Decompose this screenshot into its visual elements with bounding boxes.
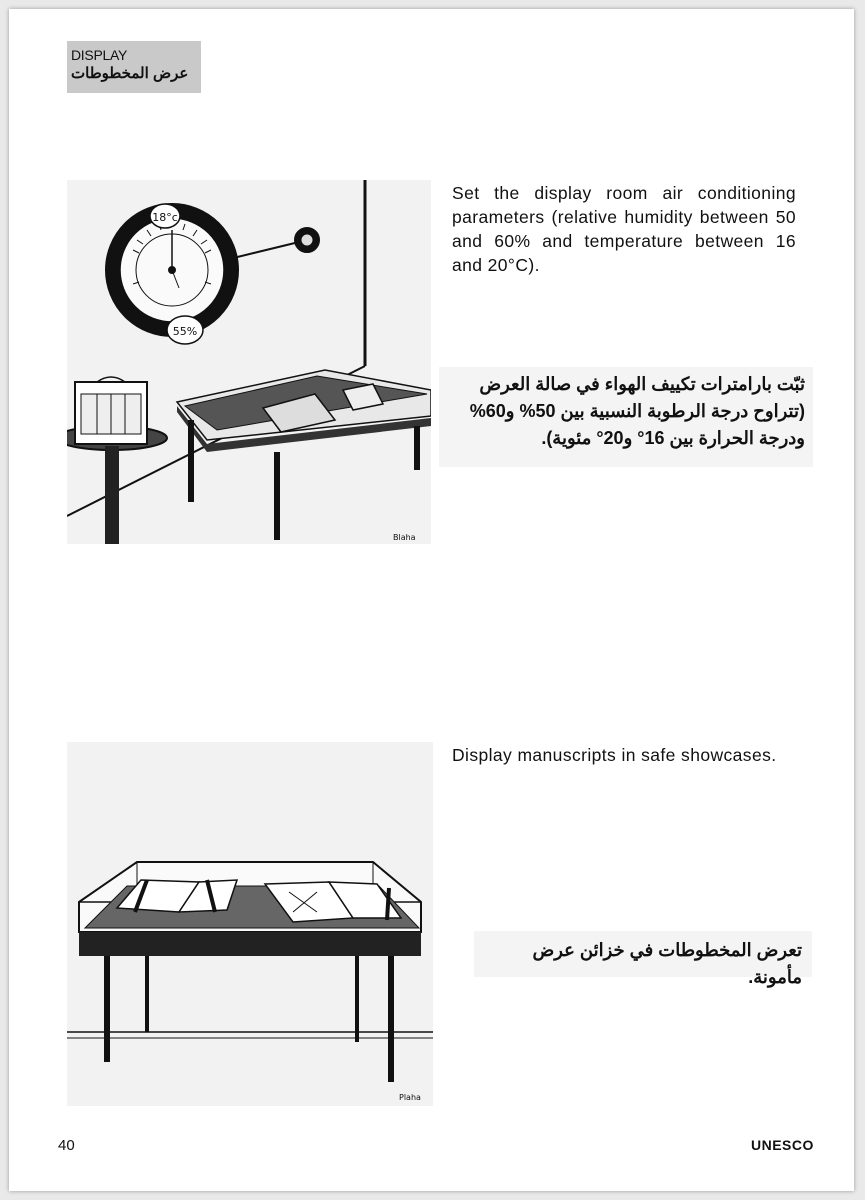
publisher-name: UNESCO <box>751 1137 814 1153</box>
instruction-climate-en: Set the display room air conditioning parameters (relative humidity between 50 and 60% and temperature between 16 and 20°C). <box>452 183 796 275</box>
artist-signature-1: Blaha <box>393 533 416 542</box>
showcase-illustration <box>67 742 433 1106</box>
section-title-en: DISPLAY <box>71 47 127 63</box>
dial-humidity-label: 55% <box>172 325 198 338</box>
instruction-showcase-en: Display manuscripts in safe showcases. <box>452 745 777 765</box>
page-number: 40 <box>58 1137 75 1154</box>
dial-temperature-label: 18°c <box>152 211 178 224</box>
section-header-tag <box>67 41 201 93</box>
climate-room-illustration <box>67 180 431 544</box>
document-page <box>9 9 854 1191</box>
instruction-climate-ar: ثبّت بارامترات تكييف الهواء في صالة العرض (تتراوح درجة الرطوبة النسبية بين 50% و60% ودرجة الحرارة بين 16° و20° مئوية). <box>439 367 813 467</box>
artist-signature-2: Plaha <box>399 1093 421 1102</box>
instruction-showcase-ar: تعرض المخطوطات في خزائن عرض مأمونة. <box>474 931 812 977</box>
glass-showcase <box>79 862 421 956</box>
section-title-ar: عرض المخطوطات <box>71 65 189 82</box>
